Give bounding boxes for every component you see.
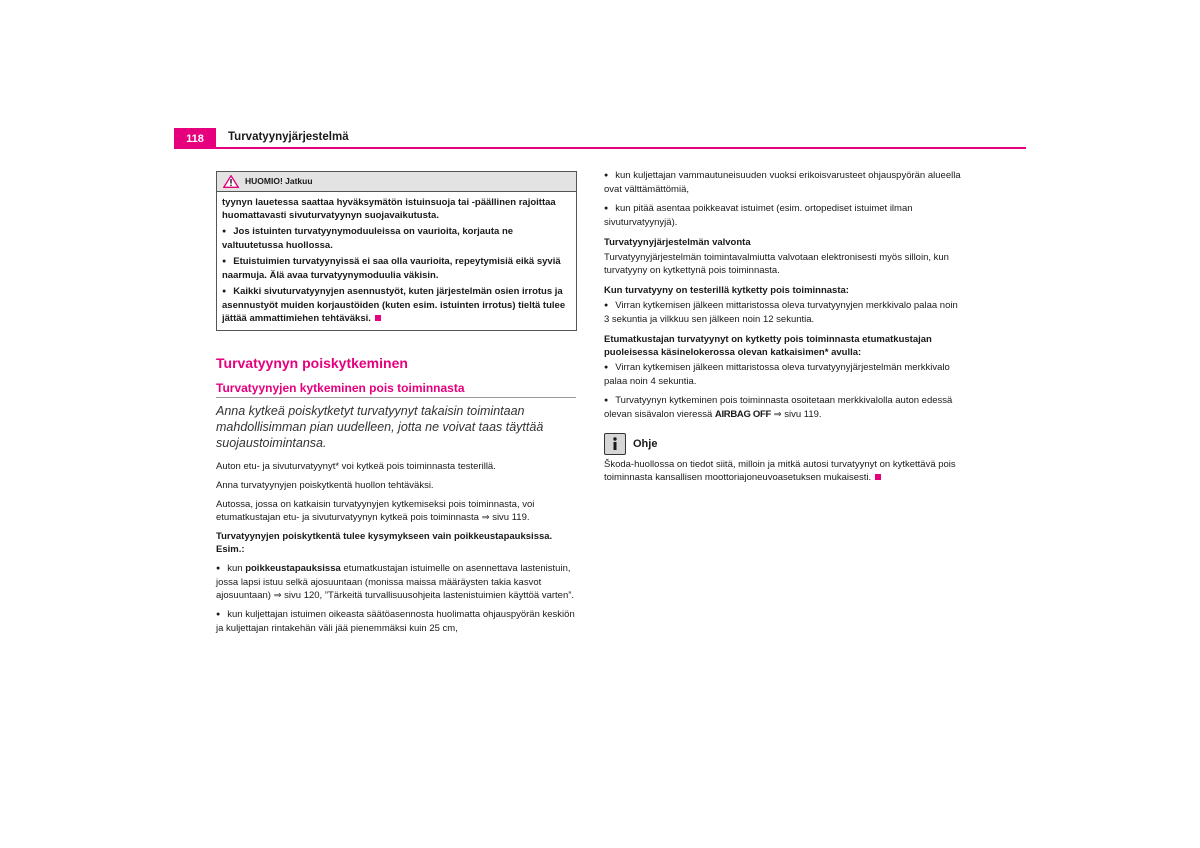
bullet-item: ● kun pitää asentaa poikkeavat istuimet (esim. ortopediset istuimet ilman sivuturvatyynyjä).	[604, 202, 964, 229]
intro-text: Anna kytkeä poiskytketyt turvatyynyt takaisin toimintaan mahdollisimman pian uudelleen, jotta ne voivat taas täyttää suojaustoimintansa.	[216, 404, 544, 450]
bullet-text: kun	[227, 563, 246, 574]
bullet-item: ● kun kuljettajan istuimen oikeasta säätöasennosta huolimatta ohjauspyörän keskiön ja kuljettajan rintakehän väli jää pienemmäksi kuin 25 cm,	[216, 608, 577, 635]
bullet-item	[216, 562, 577, 602]
warning-item: ● Jos istuinten turvatyynymoduuleissa on vaurioita, korjauta ne valtuutetussa huollossa.	[222, 225, 571, 252]
paragraph: Autossa, jossa on katkaisin turvatyynyjen kytkemiseksi pois toiminnasta, voi etumatkustajan etu- ja sivuturvatyynyn kytkeä pois toiminnasta ⇒ sivu 119.	[216, 499, 535, 523]
bullet-text: ⇒ sivu 119.	[771, 409, 822, 420]
bullet-text: etumatkustajan istuimelle on asennettava lastenistuin, jossa lapsi istuu selkä ajosuuntaan (monissa maissa määräysten takia kasvot ajosuuntaan) ⇒ sivu 120, ”Tärkeitä turvallisuusohjeita lastenistuimien käyttöä varten”.	[216, 563, 575, 601]
paragraph: Auton etu- ja sivuturvatyynyt* voi kytkeä pois toiminnasta testerillä.	[216, 461, 496, 472]
end-marker-icon	[375, 315, 381, 321]
paragraph: Turvatyynyjärjestelmän toimintavalmiutta valvotaan elektronisesti myös silloin, kun turvatyyny on kytkettynä pois toiminnasta.	[604, 252, 949, 276]
section-title: Turvatyynyn poiskytkeminen	[216, 355, 408, 371]
warning-header	[217, 172, 576, 192]
warning-triangle-icon	[223, 175, 239, 188]
bullet-item: ● Virran kytkemisen jälkeen mittaristossa oleva turvatyynyjen merkkivalo palaa noin 3 sekuntia ja vilkkuu sen jälkeen noin 12 sekuntia.	[604, 299, 964, 326]
paragraph-bold: Turvatyynyjen poiskytkentä tulee kysymykseen vain poikkeustapauksissa. Esim.:	[216, 531, 553, 555]
header-rule	[174, 147, 1026, 149]
bullet-item	[604, 394, 964, 421]
end-marker-icon	[875, 474, 881, 480]
page-header	[174, 128, 1026, 148]
warning-item: tyynyn lauetessa saattaa hyväksymätön istuinsuoja tai -päällinen rajoittaa huomattavasti sivuturvatyynyn suojavaikutusta.	[222, 197, 556, 221]
subheading: Etumatkustajan turvatyynyt on kytketty pois toiminnasta etumatkustajan puoleisessa käsinelokerossa olevan katkaisimen* avulla:	[604, 334, 932, 358]
left-column	[216, 171, 577, 641]
warning-heading: HUOMIO! Jatkuu	[245, 176, 313, 186]
warning-box	[216, 171, 577, 331]
chapter-title: Turvatyynyjärjestelmä	[228, 131, 349, 143]
right-column	[604, 169, 964, 490]
note-body: Škoda-huollossa on tiedot siitä, milloin ja mitkä autosi turvatyynyt on kytkettävä pois toiminnasta kansallisen moottoriajoneuvoasetuksen mukaisesti.	[604, 459, 956, 483]
subheading: Turvatyynyjärjestelmän valvonta	[604, 237, 751, 248]
note-title: Ohje	[633, 437, 658, 450]
bullet-text: Turvatyynyn kytkeminen pois toiminnasta osoitetaan merkkivalolla auton edessä olevan sisävalon vieressä	[604, 395, 953, 420]
page-number: 118	[174, 128, 216, 148]
bullet-text-bold: poikkeustapauksissa	[245, 563, 341, 574]
bullet-item: ● Virran kytkemisen jälkeen mittaristossa oleva turvatyynyjärjestelmän merkkivalo palaa noin 4 sekuntia.	[604, 361, 964, 388]
bullet-item: ● kun kuljettajan vammautuneisuuden vuoksi erikoisvarusteet ohjauspyörän alueella ovat välttämättömiä,	[604, 169, 964, 196]
warning-body	[217, 192, 576, 330]
info-glyph-icon	[611, 437, 619, 451]
note-header	[604, 433, 964, 455]
note-text	[604, 458, 964, 484]
warning-item: ● Etuistuimien turvatyynyissä ei saa olla vaurioita, repeytymisiä eikä syviä naarmuja. Älä avaa turvatyynymoduulia väkisin.	[222, 255, 571, 282]
paragraph: Anna turvatyynyjen poiskytkentä huollon tehtäväksi.	[216, 480, 434, 491]
subheading: Kun turvatyyny on testerillä kytketty pois toiminnasta:	[604, 285, 849, 296]
warning-item-text: Kaikki sivuturvatyynyjen asennustyöt, kuten järjestelmän osien irrotus ja asennustyöt muiden korjaustöiden (kuten esim. istuinten irrotus) tieltä tulee jättää ammattimiehen tehtäväksi.	[222, 286, 566, 324]
warning-item	[222, 285, 571, 325]
airbag-off-label: AIRBAG OFF	[714, 409, 772, 420]
subsection-title: Turvatyynyjen kytkeminen pois toiminnasta	[216, 382, 576, 398]
info-icon	[604, 433, 626, 455]
